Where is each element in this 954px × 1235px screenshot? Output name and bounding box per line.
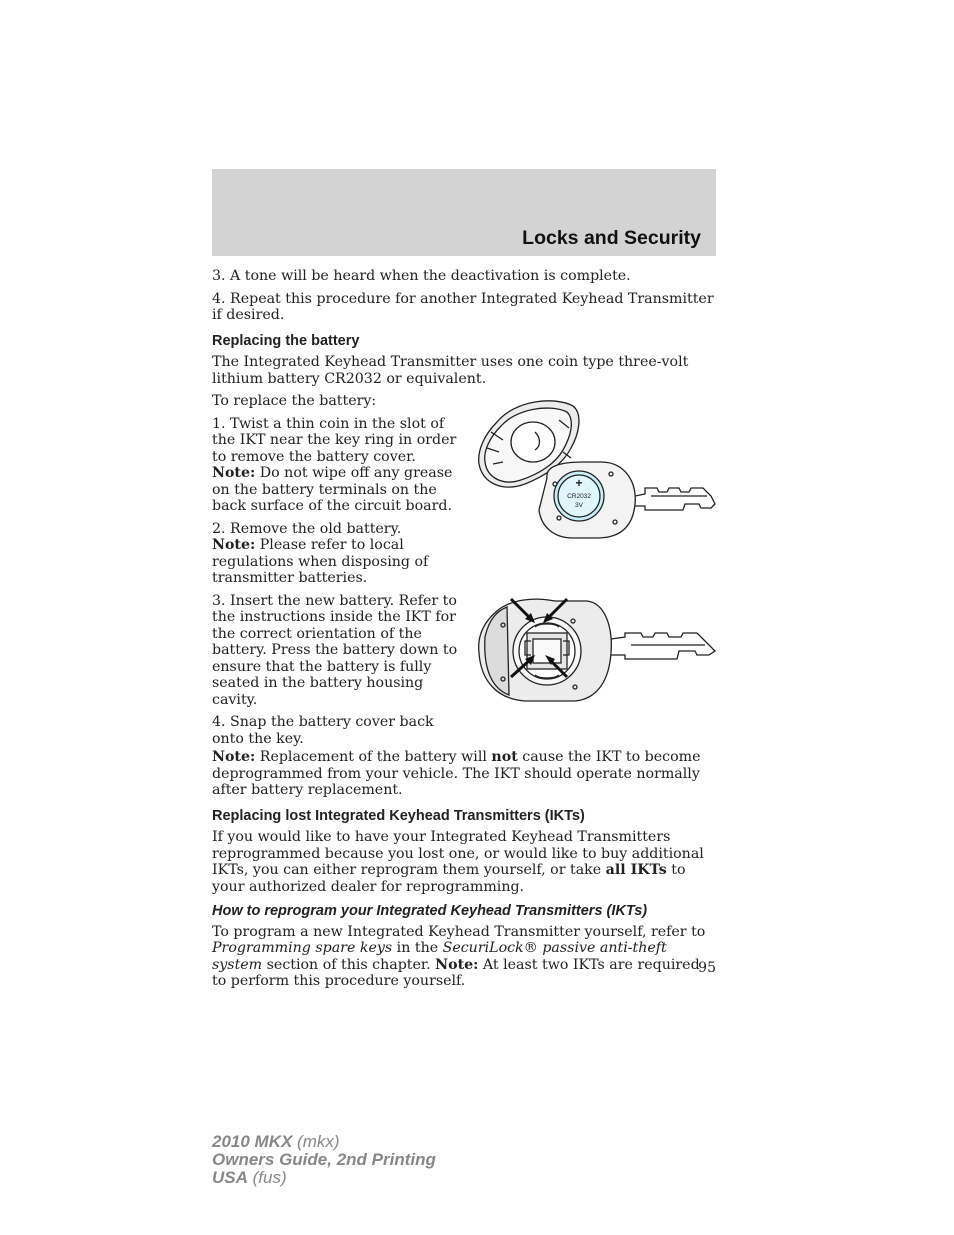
page-number: 95 bbox=[698, 960, 716, 976]
note-text: Replacement of the battery will bbox=[255, 749, 492, 765]
heading-replacing-lost-ikts: Replacing lost Integrated Keyhead Transmitters (IKTs) bbox=[212, 807, 585, 824]
to-replace-label: To replace the battery: bbox=[212, 393, 377, 409]
footer-line-2: Owners Guide, 2nd Printing bbox=[212, 1150, 436, 1169]
note-label: Note: bbox=[212, 537, 256, 553]
footer-region-code: (fus) bbox=[247, 1168, 287, 1187]
heading-how-to-reprogram: How to reprogram your Integrated Keyhead Transmitters (IKTs) bbox=[212, 903, 648, 919]
battery-step-2 bbox=[212, 521, 468, 587]
section-title: Locks and Security bbox=[522, 227, 701, 249]
battery-housing-illustration bbox=[475, 597, 717, 707]
paragraph-text: At least two IKTs are required to perform this procedure yourself. bbox=[212, 956, 700, 989]
lost-ikts-text bbox=[212, 829, 716, 895]
battery-polarity-label: + bbox=[575, 476, 583, 490]
reprogram-text bbox=[212, 924, 716, 990]
battery-step-1-text: 1. Twist a thin coin in the slot of the IKT near the key ring in order to remove the battery cover. bbox=[212, 415, 457, 465]
battery-step-1 bbox=[212, 416, 468, 515]
battery-model-label: CR2032 bbox=[567, 493, 591, 500]
paragraph-text: If you would like to have your Integrated Keyhead Transmitters reprogrammed because you lost one, or would like to buy additional IKTs, you can either reprogram them yourself, or take bbox=[212, 829, 704, 878]
paragraph-text: in the bbox=[392, 940, 443, 956]
footer-line-3 bbox=[212, 1169, 436, 1187]
battery-replacement-note bbox=[212, 749, 716, 799]
section-header bbox=[212, 169, 716, 256]
battery-voltage-label: 3V bbox=[575, 502, 583, 509]
key-battery-cover-illustration bbox=[475, 392, 717, 542]
paragraph-text: To program a new Integrated Keyhead Transmitter yourself, refer to bbox=[212, 923, 706, 940]
battery-step-3: 3. Insert the new battery. Refer to the instructions inside the IKT for the correct orientation of the battery. Press the battery down to ensure that the battery is fully seated in the battery housing cavity. bbox=[212, 592, 458, 708]
step-3-deactivation: 3. A tone will be heard when the deactivation is complete. bbox=[212, 268, 631, 284]
battery-step-4: 4. Snap the battery cover back onto the key. bbox=[212, 714, 434, 747]
battery-intro: The Integrated Keyhead Transmitter uses one coin type three-volt lithium battery CR2032 or equivalent. bbox=[212, 354, 689, 387]
note-label: Note: bbox=[435, 956, 479, 973]
footer-region: USA bbox=[212, 1168, 248, 1187]
heading-replacing-battery: Replacing the battery bbox=[212, 332, 360, 349]
battery-step-2-text: 2. Remove the old battery. bbox=[212, 520, 402, 537]
note-text: cause the IKT to become deprogrammed from your vehicle. The IKT should operate normally after battery replacement. bbox=[212, 749, 701, 798]
footer-model: 2010 MKX bbox=[212, 1132, 293, 1151]
note-emphasis: not bbox=[491, 749, 518, 765]
note-label: Note: bbox=[212, 749, 256, 765]
paragraph-text: to your authorized dealer for reprogramming. bbox=[212, 862, 686, 895]
document-footer bbox=[212, 1133, 436, 1187]
reference-securilock: SecuriLock® passive anti-theft system bbox=[212, 940, 667, 973]
note-label: Note: bbox=[212, 465, 256, 481]
battery-step-1-note: Do not wipe off any grease on the battery terminals on the back surface of the circuit board. bbox=[212, 465, 453, 514]
paragraph-text: section of this chapter. bbox=[262, 956, 436, 973]
reference-programming-spare-keys: Programming spare keys bbox=[212, 940, 393, 956]
footer-line-1 bbox=[212, 1133, 436, 1151]
battery-step-2-note: Please refer to local regulations when disposing of transmitter batteries. bbox=[212, 537, 429, 586]
footer-model-code: (mkx) bbox=[292, 1132, 340, 1151]
emphasis: all IKTs bbox=[605, 862, 667, 878]
step-4-repeat: 4. Repeat this procedure for another Integrated Keyhead Transmitter if desired. bbox=[212, 290, 714, 323]
